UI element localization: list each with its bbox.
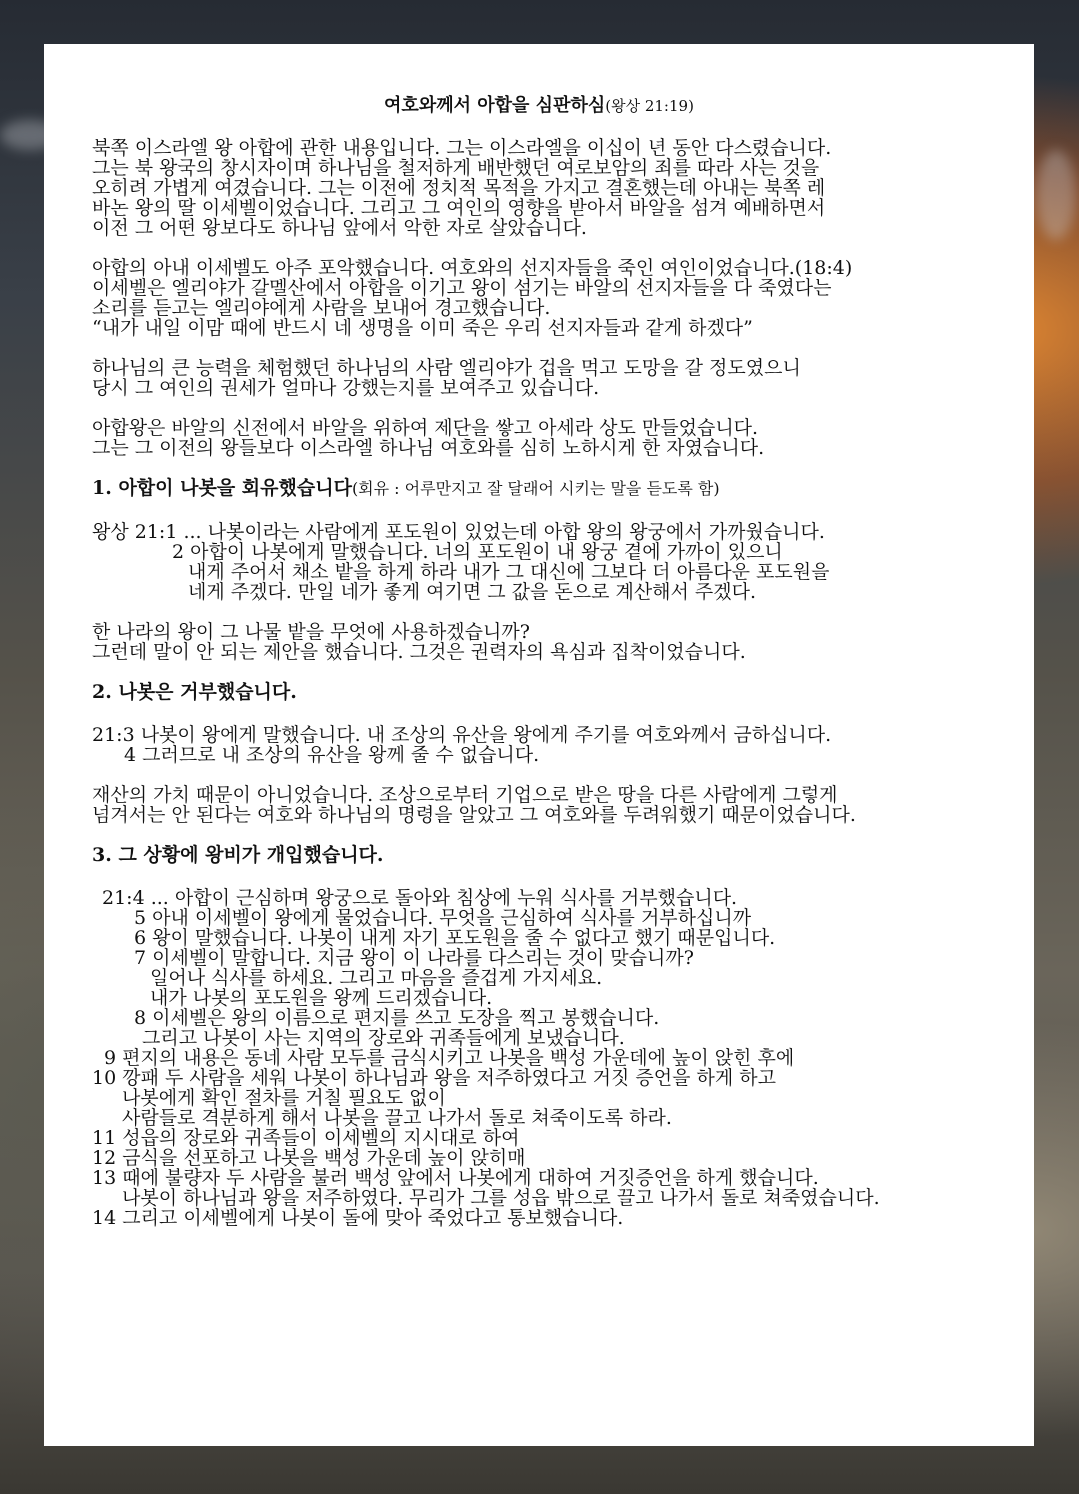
verse-line: 14 그리고 이세벨에게 나봇이 돌에 맞아 죽었다고 통보했습니다. (92, 1207, 624, 1229)
verse-line: 내게 주어서 채소 밭을 하게 하라 내가 그 대신에 그보다 더 아름다운 포도원을 (188, 561, 830, 583)
text-line: 바논 왕의 딸 이세벨이었습니다. 그리고 그 여인의 영향을 받아서 바알을 섬겨 예배하면서 (92, 197, 826, 219)
text-line: 당시 그 여인의 권세가 얼마나 강했는지를 보여주고 있습니다. (92, 377, 600, 399)
verse-line: 12 금식을 선포하고 나봇을 백성 가운데 높이 앉히매 (92, 1147, 526, 1169)
title-main: 여호와께서 아합을 심판하심 (384, 95, 606, 116)
section-1-heading (92, 478, 986, 499)
verse-line: 네게 주겠다. 만일 네가 좋게 여기면 그 값을 돈으로 계산해서 주겠다. (188, 581, 757, 603)
section-heading-note: (회유 : 어루만지고 잘 달래어 시키는 말을 듣도록 함) (351, 479, 720, 498)
verse-line: 2 아합이 나봇에게 말했습니다. 너의 포도원이 내 왕궁 곁에 가까이 있으니 (172, 541, 783, 563)
text-line: 한 나라의 왕이 그 나물 밭을 무엇에 사용하겠습니까? (92, 621, 530, 643)
verse-line: 9 편지의 내용은 동네 사람 모두를 금식시키고 나봇을 백성 가운데에 높이 앉힌 후에 (104, 1047, 795, 1069)
verse-line: 21:4 ... 아합이 근심하며 왕궁으로 돌아와 침상에 누워 식사를 거부했습니다. (102, 887, 738, 909)
section-1-comment (92, 622, 986, 662)
text-line: 그런데 말이 안 되는 제안을 했습니다. 그것은 권력자의 욕심과 집착이었습니다. (92, 641, 746, 663)
verse-line: 일어나 식사를 하세요. 그리고 마음을 즐겁게 가지세요. (150, 967, 603, 989)
verse-line: 사람들로 격분하게 해서 나봇을 끌고 나가서 돌로 쳐죽이도록 하라. (122, 1107, 672, 1129)
section-heading-text: 1. 아합이 나봇을 회유했습니다 (92, 477, 352, 499)
text-line: 넘겨서는 안 된다는 여호와 하나님의 명령을 알았고 그 여호와를 두려워했기 때문이었습니다. (92, 804, 856, 826)
section-3-heading (92, 845, 986, 865)
text-line: 아합왕은 바알의 신전에서 바알을 위하여 제단을 쌓고 아세라 상도 만들었습니다. (92, 417, 759, 439)
verse-line: 8 이세벨은 왕의 이름으로 편지를 쓰고 도장을 찍고 봉했습니다. (134, 1007, 660, 1029)
section-2-verses (92, 725, 986, 765)
verse-line: 내가 나봇의 포도원을 왕께 드리겠습니다. (150, 987, 493, 1009)
text-line: 북쪽 이스라엘 왕 아합에 관한 내용입니다. 그는 이스라엘을 이십이 년 동안 다스렸습니다. (92, 137, 832, 159)
verse-line: 6 왕이 말했습니다. 나봇이 내게 자기 포도원을 줄 수 없다고 했기 때문입니다. (134, 927, 776, 949)
verse-line: 21:3 나봇이 왕에게 말했습니다. 내 조상의 유산을 왕에게 주기를 여호와께서 금하십니다. (92, 724, 832, 746)
section-3-verses (92, 888, 986, 1228)
verse-line: 그리고 나봇이 사는 지역의 장로와 귀족들에게 보냈습니다. (142, 1027, 625, 1049)
text-line: 소리를 듣고는 엘리야에게 사람을 보내어 경고했습니다. (92, 297, 551, 319)
text-line: 아합의 아내 이세벨도 아주 포악했습니다. 여호와의 선지자들을 죽인 여인이었습니다.(18:4) (92, 257, 853, 279)
text-line: 그는 그 이전의 왕들보다 이스라엘 하나님 여호와를 심히 노하시게 한 자였습니다. (92, 437, 765, 459)
title-reference: (왕상 21:19) (605, 97, 694, 115)
section-heading-text: 2. 나봇은 거부했습니다. (92, 681, 297, 703)
text-line: 이세벨은 엘리야가 갈멜산에서 아합을 이기고 왕이 섬기는 바알의 선지자들을 다 죽였다는 (92, 277, 832, 299)
intro-paragraph-1 (92, 138, 986, 238)
text-line: 하나님의 큰 능력을 체험했던 하나님의 사람 엘리야가 겁을 먹고 도망을 갈 정도였으니 (92, 357, 801, 379)
text-line: 그는 북 왕국의 창시자이며 하나님을 철저하게 배반했던 여로보암의 죄를 따라 사는 것을 (92, 157, 820, 179)
document-page (44, 44, 1034, 1446)
verse-line: 7 이세벨이 말합니다. 지금 왕이 이 나라를 다스리는 것이 맞습니까? (134, 947, 694, 969)
verse-line: 5 아내 이세벨이 왕에게 물었습니다. 무엇을 근심하여 식사를 거부하십니까 (134, 907, 752, 929)
verse-line: 11 성읍의 장로와 귀족들이 이세벨의 지시대로 하여 (92, 1127, 520, 1149)
document-title (92, 94, 986, 118)
section-heading-text: 3. 그 상황에 왕비가 개입했습니다. (92, 844, 384, 866)
verse-line: 왕상 21:1 ... 나봇이라는 사람에게 포도원이 있었는데 아합 왕의 왕궁에서 가까웠습니다. (92, 521, 825, 543)
verse-line: 10 깡패 두 사람을 세워 나봇이 하나님과 왕을 저주하였다고 거짓 증언을 하게 하고 (92, 1067, 776, 1089)
text-line: 재산의 가치 때문이 아니었습니다. 조상으로부터 기업으로 받은 땅을 다른 사람에게 그렇게 (92, 784, 838, 806)
intro-paragraph-4 (92, 418, 986, 458)
section-1-verses (92, 522, 986, 602)
intro-paragraph-2 (92, 258, 986, 338)
verse-line: 4 그러므로 내 조상의 유산을 왕께 줄 수 없습니다. (124, 744, 540, 766)
section-2-heading (92, 682, 986, 702)
text-line: 오히려 가볍게 여겼습니다. 그는 이전에 정치적 목적을 가지고 결혼했는데 아내는 북쪽 레 (92, 177, 826, 199)
cloud-streak (1036, 150, 1076, 240)
verse-line: 나봇이 하나님과 왕을 저주하였다. 무리가 그를 성읍 밖으로 끌고 나가서 돌로 쳐죽였습니다. (122, 1187, 880, 1209)
section-2-comment (92, 785, 986, 825)
verse-line: 나봇에게 확인 절차를 거칠 필요도 없이 (122, 1087, 446, 1109)
quote-line: “내가 내일 이맘 때에 반드시 네 생명을 이미 죽은 우리 선지자들과 같게 하겠다” (92, 317, 753, 339)
intro-paragraph-3 (92, 358, 986, 398)
verse-line: 13 때에 불량자 두 사람을 불러 백성 앞에서 나봇에게 대하여 거짓증언을 하게 했습니다. (92, 1167, 819, 1189)
text-line: 이전 그 어떤 왕보다도 하나님 앞에서 악한 자로 살았습니다. (92, 217, 587, 239)
